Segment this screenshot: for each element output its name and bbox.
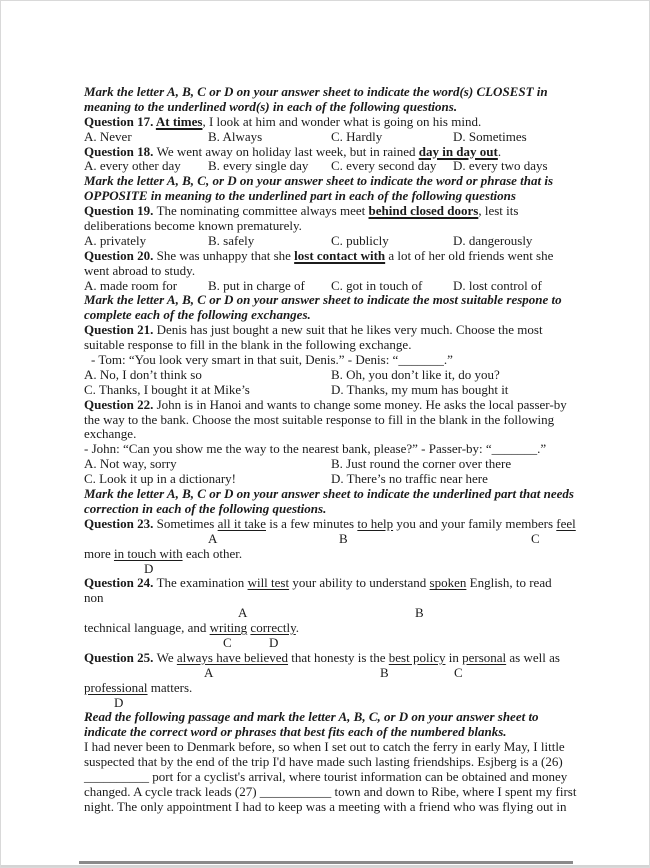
answer-option: D. every two days <box>453 158 548 174</box>
page-bottom-edge <box>1 865 649 867</box>
answer-option: B. every single day <box>208 158 309 174</box>
question-19-text <box>84 204 594 219</box>
text-segment: - John: “Can you show me the way to the nearest bank, please?” - Passer-by: “_______.” <box>84 441 547 457</box>
question-number: Question 23. <box>84 515 157 531</box>
passage-line <box>84 740 594 755</box>
instruction-line <box>84 100 594 115</box>
question-21-text <box>84 323 594 338</box>
text-segment: best policy <box>388 649 446 665</box>
text-segment: feel <box>556 515 576 531</box>
underline-part-letter: B <box>380 664 389 680</box>
text-segment: Mark the letter A, B, C or D on your answer sheet to indicate the underlined part that needs <box>84 486 574 502</box>
text-segment: each other. <box>182 545 243 561</box>
text-segment: OPPOSITE in meaning to the underlined part in each of the following questions <box>84 188 516 204</box>
question-22-text <box>84 398 594 413</box>
text-segment: went abroad to study. <box>84 262 196 278</box>
text-segment: a lot of her old friends went she <box>385 247 554 263</box>
text-segment: correctly <box>250 620 296 636</box>
text-segment: , lest its <box>478 203 519 219</box>
text-segment: meaning to the underlined word(s) in each of the following questions. <box>84 98 458 114</box>
text-segment: She was unhappy that she <box>156 247 295 263</box>
answer-option: D. lost control of <box>453 277 542 293</box>
text-segment: non <box>84 590 104 606</box>
instruction-line <box>84 293 594 308</box>
answer-option: D. Sometimes <box>453 128 527 144</box>
underline-part-letter: C <box>454 664 463 680</box>
question-21-text <box>84 338 594 353</box>
underline-part-letter: B <box>415 605 424 621</box>
text-segment: to help <box>357 515 394 531</box>
instruction-line <box>84 189 594 204</box>
answer-option: A. Never <box>84 128 132 144</box>
question-21-exchange <box>84 353 594 368</box>
question-number: Question 24. <box>84 575 157 591</box>
text-segment: Denis has just bought a new suit that he likes very much. Choose the most <box>156 322 543 338</box>
question-22-options <box>84 457 594 472</box>
text-segment: changed. A cycle track leads (27) ___________ town and down to Ribe, where I spent my first <box>84 783 577 799</box>
question-25-letter-row <box>84 696 594 711</box>
instruction-line <box>84 174 594 189</box>
passage-line <box>84 800 594 815</box>
answer-option: D. dangerously <box>453 232 533 248</box>
text-segment: correction in each of the following questions. <box>84 500 327 516</box>
underline-part-letter: B <box>339 530 348 546</box>
question-21-options <box>84 368 594 383</box>
text-segment: Mark the letter A, B, C, or D on your answer sheet to indicate the word or phrase that is <box>84 173 554 189</box>
instruction-line <box>84 487 594 502</box>
question-23-letter-row <box>84 562 594 577</box>
text-segment: that honesty is the <box>288 649 389 665</box>
text-segment: always have believed <box>176 649 289 665</box>
question-19-text <box>84 219 594 234</box>
text-segment: your ability to understand <box>289 575 430 591</box>
question-17-text <box>84 115 594 130</box>
underline-part-letter: A <box>204 664 214 680</box>
text-segment: personal <box>462 649 507 665</box>
text-segment: Read the following passage and mark the letter A, B, C, or D on your answer sheet to <box>84 709 539 725</box>
text-segment: We went away on holiday last week, but in rained <box>156 143 419 159</box>
question-22-options <box>84 472 594 487</box>
text-segment: indicate the correct word or phrases that best fits each of the numbered blanks. <box>84 724 507 740</box>
text-segment: is a few minutes <box>266 515 358 531</box>
instruction-line <box>84 502 594 517</box>
text-segment: technical language, and <box>84 620 210 636</box>
text-segment: deliberations become known prematurely. <box>84 218 302 234</box>
question-19-options <box>84 234 594 249</box>
question-number: Question 17. <box>84 113 156 129</box>
answer-option: A. No, I don’t think so <box>84 366 202 382</box>
answer-option: C. Thanks, I bought it at Mike’s <box>84 381 250 397</box>
question-24-text <box>84 621 594 636</box>
question-number: Question 21. <box>84 322 157 338</box>
text-segment: as well as <box>506 649 560 665</box>
question-22-exchange <box>84 442 594 457</box>
question-24-letter-row <box>84 636 594 651</box>
text-segment: the way to the bank. Choose the most suitable response to fill in the blank in the following <box>84 411 555 427</box>
question-18-options <box>84 159 594 174</box>
question-number: Question 18. <box>84 143 157 159</box>
text-segment: John is in Hanoi and wants to change some money. He asks the local passer-by <box>156 396 567 412</box>
text-segment: Sometimes <box>156 515 218 531</box>
underline-part-letter: D <box>114 694 124 710</box>
answer-option: C. publicly <box>331 232 389 248</box>
text-segment: professional <box>84 679 148 695</box>
text-segment: all it take <box>217 515 266 531</box>
answer-option: B. Just round the corner over there <box>331 456 512 472</box>
text-segment: complete each of the following exchanges. <box>84 307 311 323</box>
answer-option: A. Not way, sorry <box>84 456 177 472</box>
underline-part-letter: D <box>269 634 279 650</box>
answer-option: A. privately <box>84 232 147 248</box>
answer-option: B. Always <box>208 128 263 144</box>
text-segment: . <box>497 143 502 159</box>
question-22-text <box>84 427 594 442</box>
passage-line <box>84 770 594 785</box>
answer-option: C. Hardly <box>331 128 383 144</box>
text-segment: I had never been to Denmark before, so when I set out to catch the ferry in early May, I little <box>84 739 565 755</box>
answer-option: C. every second day <box>331 158 437 174</box>
passage-line <box>84 755 594 770</box>
question-number: Question 19. <box>84 203 157 219</box>
question-23-text <box>84 547 594 562</box>
text-segment: The nominating committee always meet <box>156 203 369 219</box>
text-segment: - Tom: “You look very smart in that suit, Denis.” - Denis: “_______.” <box>91 352 453 368</box>
text-segment: , I look at him and wonder what is going on his mind. <box>202 113 482 129</box>
instruction-line <box>84 85 594 100</box>
answer-option: D. Thanks, my mum has bought it <box>331 381 509 397</box>
answer-option: B. safely <box>208 232 255 248</box>
answer-option: A. made room for <box>84 277 178 293</box>
question-21-options <box>84 383 594 398</box>
text-segment: behind closed doors <box>368 203 479 219</box>
answer-option: C. got in touch of <box>331 277 423 293</box>
question-23-letter-row <box>84 532 594 547</box>
text-segment: . <box>295 620 300 636</box>
question-number: Question 20. <box>84 247 157 263</box>
text-segment: will test <box>247 575 290 591</box>
answer-option: A. every other day <box>84 158 181 174</box>
text-segment: you and your family members <box>393 515 557 531</box>
instruction-line <box>84 725 594 740</box>
question-24-text <box>84 576 594 591</box>
text-segment: __________ port for a cyclist's arrival, where tourist information can be obtained and money <box>84 768 568 784</box>
underline-part-letter: C <box>223 634 232 650</box>
underline-part-letter: C <box>531 530 540 546</box>
text-segment: day in day out <box>418 143 498 159</box>
answer-option: B. put in charge of <box>208 277 305 293</box>
answer-option: D. There’s no traffic near here <box>331 471 488 487</box>
text-segment: writing <box>209 620 248 636</box>
text-segment: suspected that by the end of the trip I'd have made such lasting friendships. Esjberg is a (26) <box>84 754 563 770</box>
text-segment: At times <box>155 113 203 129</box>
text-segment: suitable response to fill in the blank in the following exchange. <box>84 337 412 353</box>
instruction-line <box>84 710 594 725</box>
instruction-line <box>84 308 594 323</box>
text-segment: night. The only appointment I had to keep was a meeting with a friend who was flying out in <box>84 798 567 814</box>
question-24-letter-row <box>84 606 594 621</box>
text-segment: matters. <box>147 679 193 695</box>
question-23-text <box>84 517 594 532</box>
text-segment: spoken <box>429 575 467 591</box>
question-20-text <box>84 264 594 279</box>
question-25-letter-row <box>84 666 594 681</box>
question-22-text <box>84 413 594 428</box>
underline-part-letter: A <box>208 530 218 546</box>
answer-option: C. Look it up in a dictionary! <box>84 471 237 487</box>
question-24-text <box>84 591 594 606</box>
question-20-options <box>84 279 594 294</box>
text-segment: lost contact with <box>294 247 386 263</box>
question-17-options <box>84 130 594 145</box>
text-segment: English, to read <box>466 575 552 591</box>
document-content <box>84 85 594 815</box>
question-18-text <box>84 145 594 160</box>
text-segment: more <box>84 545 114 561</box>
question-number: Question 22. <box>84 396 157 412</box>
text-segment: We <box>156 649 177 665</box>
text-segment: exchange. <box>84 426 137 442</box>
question-25-text <box>84 651 594 666</box>
underline-part-letter: A <box>238 605 248 621</box>
text-segment: in <box>445 649 463 665</box>
question-20-text <box>84 249 594 264</box>
text-segment: Mark the letter A, B, C or D on your answer sheet to indicate the word(s) CLOSEST in <box>84 84 548 99</box>
underline-part-letter: D <box>144 560 154 576</box>
text-segment: The examination <box>156 575 248 591</box>
question-25-text <box>84 681 594 696</box>
passage-line <box>84 785 594 800</box>
answer-option: B. Oh, you don’t like it, do you? <box>331 366 500 382</box>
footer-rule <box>79 861 573 864</box>
text-segment: Mark the letter A, B, C or D on your answer sheet to indicate the most suitable respone to <box>84 292 562 308</box>
text-segment: in touch with <box>113 545 183 561</box>
question-number: Question 25. <box>84 649 157 665</box>
